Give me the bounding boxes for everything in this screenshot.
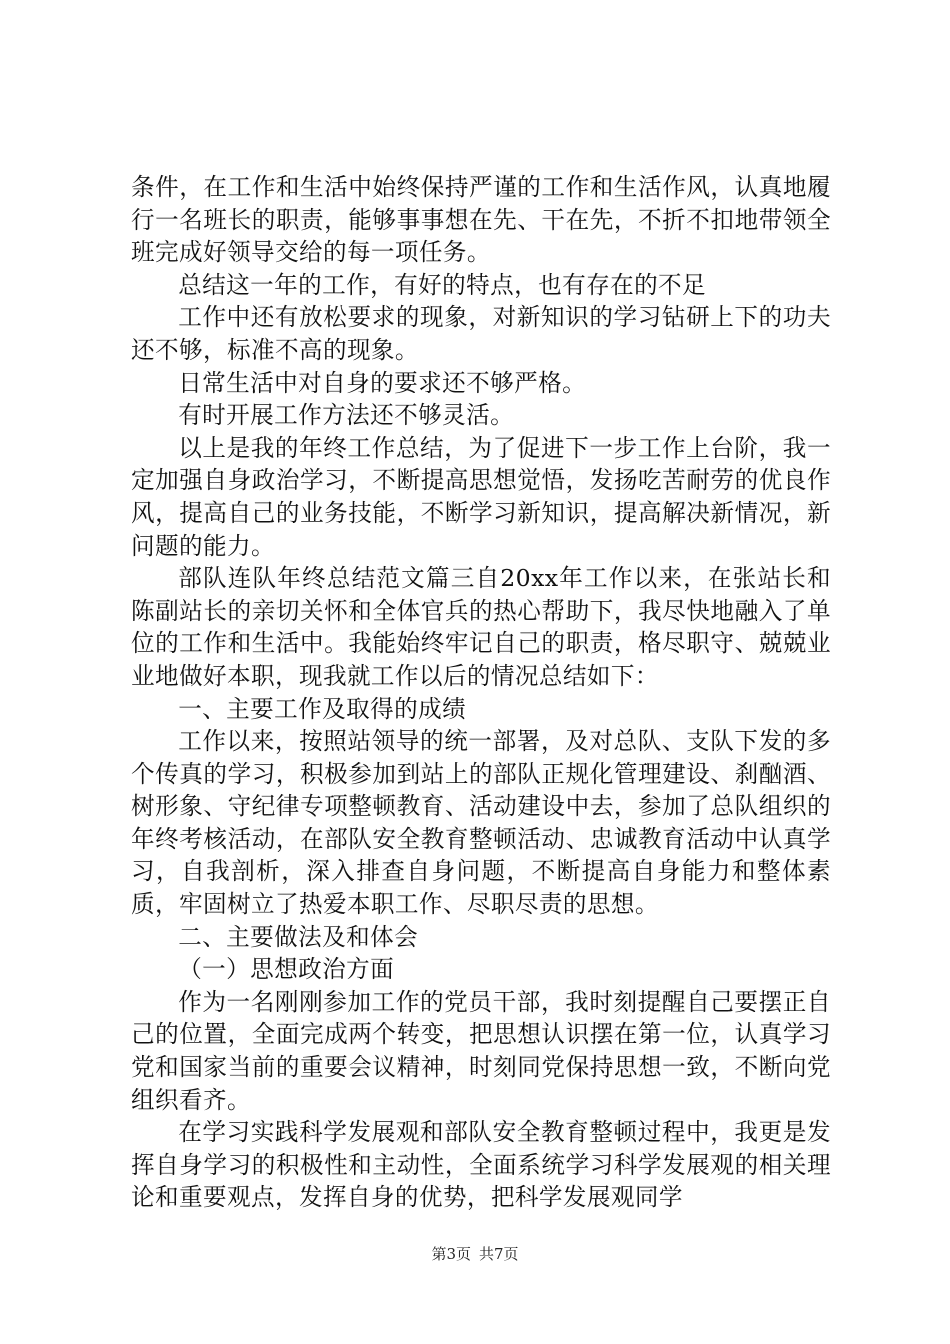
- page-footer: [0, 1244, 950, 1264]
- paragraph: 有时开展工作方法还不够灵活。: [178, 401, 515, 430]
- section-heading: 一、主要工作及取得的成绩: [178, 694, 467, 723]
- paragraph: 日常生活中对自身的要求还不够严格。: [178, 368, 587, 397]
- document-body: [131, 171, 831, 1214]
- paragraph: 以上是我的年终工作总结，为了促进下一步工作上台阶，我一定加强自身政治学习，不断提高思想觉悟，发扬吃苦耐劳的优良作风，提高自己的业务技能，不断学习新知识，提高解决新情况，新问题的能力。: [131, 433, 831, 560]
- paragraph: 工作中还有放松要求的现象，对新知识的学习钻研上下的功夫还不够，标准不高的现象。: [131, 303, 831, 364]
- subsection-heading: （一）思想政治方面: [178, 955, 395, 984]
- page-total: 共7页: [479, 1245, 519, 1263]
- section-heading: 二、主要做法及和体会: [178, 922, 419, 951]
- paragraph: 工作以来，按照站领导的统一部署，及对总队、支队下发的多个传真的学习，积极参加到站上的部队正规化管理建设、刹酗酒、树形象、守纪律专项整顿教育、活动建设中去，参加了总队组织的年终考核活动，在部队安全教育整顿活动、忠诚教育活动中认真学习，自我剖析，深入排查自身问题，不断提高自身能力和整体素质，牢固树立了热爱本职工作、尽职尽责的思想。: [131, 727, 831, 919]
- paragraph: 部队连队年终总结范文篇三自20xx年工作以来，在张站长和陈副站长的亲切关怀和全体官兵的热心帮助下，我尽快地融入了单位的工作和生活中。我能始终牢记自己的职责，格尽职守、兢兢业业地做好本职，现我就工作以后的情况总结如下：: [131, 564, 831, 690]
- page-number: 第3页: [431, 1245, 471, 1263]
- paragraph: 总结这一年的工作，有好的特点，也有存在的不足: [178, 270, 707, 299]
- paragraph: 在学习实践科学发展观和部队安全教育整顿过程中，我更是发挥自身学习的积极性和主动性，全面系统学习科学发展观的相关理论和重要观点，发挥自身的优势，把科学发展观同学: [131, 1118, 831, 1212]
- paragraph: 条件，在工作和生活中始终保持严谨的工作和生活作风，认真地履行一名班长的职责，能够事事想在先、干在先，不折不扣地带领全班完成好领导交给的每一项任务。: [131, 173, 831, 267]
- paragraph: 作为一名刚刚参加工作的党员干部，我时刻提醒自己要摆正自己的位置，全面完成两个转变，把思想认识摆在第一位，认真学习党和国家当前的重要会议精神，时刻同党保持思想一致，不断向党组织看齐。: [131, 987, 831, 1114]
